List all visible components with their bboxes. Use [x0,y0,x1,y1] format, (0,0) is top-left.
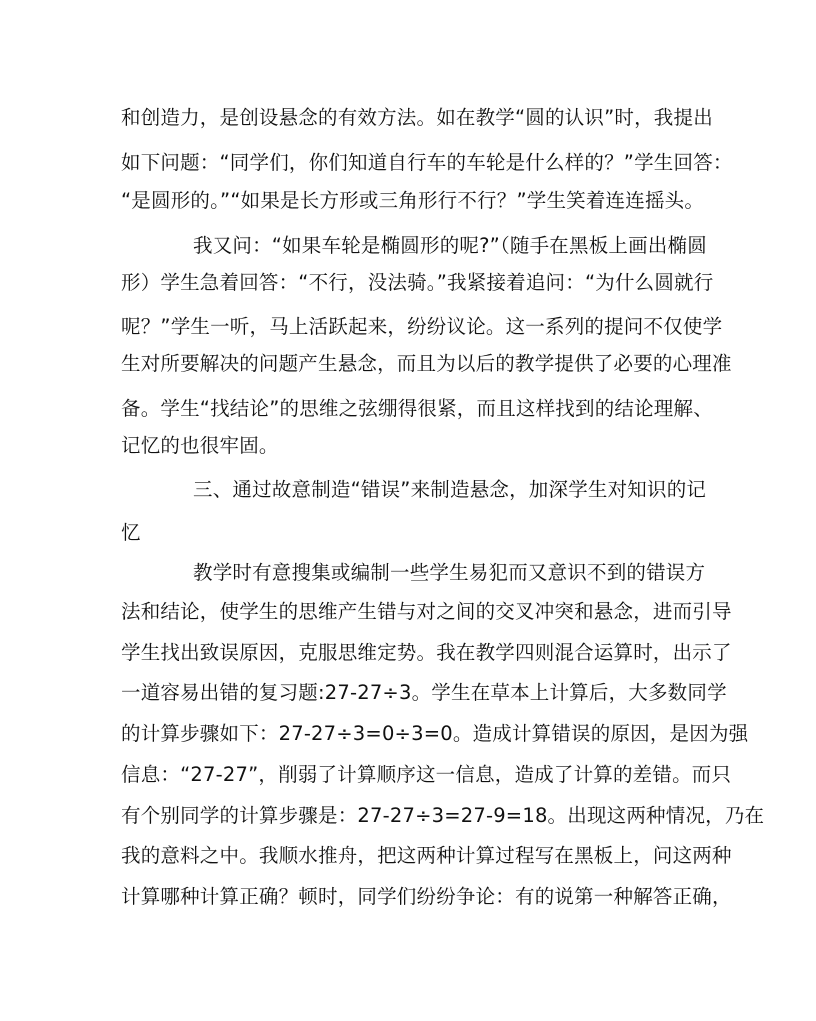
text-line: 法和结论，使学生的思维产生错与对之间的交叉冲突和悬念，进而引导 [121,600,732,623]
text-line: 记忆的也很牢固。 [121,434,279,457]
text-line: 的计算步骤如下：27-27÷3=0÷3=0。造成计算错误的原因，是因为强 [121,722,749,745]
text-line: 如下问题：“同学们，你们知道自行车的车轮是什么样的？”学生回答： [121,151,733,174]
text-line: 有个别同学的计算步骤是：27-27÷3=27-9=18。出现这两种情况，乃在 [121,804,765,827]
text-line: 信息：“27-27”，削弱了计算顺序这一信息，造成了计算的差错。而只 [121,763,732,786]
paragraph-start-line: 教学时有意搜集或编制一些学生易犯而又意识不到的错误方 [193,561,706,584]
text-line: 我的意料之中。我顺水推舟，把这两种计算过程写在黑板上，问这两种 [121,844,732,867]
text-line: 形）学生急着回答：“不行，没法骑。”我紧接着追问：“为什么圆就行 [121,271,714,294]
paragraph-start-line: 我又问：“如果车轮是椭圆形的呢?”（随手在黑板上画出椭圆 [193,234,707,257]
text-line: “是圆形的。”“如果是长方形或三角形行不行？”学生笑着连连摇头。 [121,189,705,212]
text-line: 生对所要解决的问题产生悬念，而且为以后的教学提供了必要的心理准 [121,352,732,375]
text-line: 和创造力，是创设悬念的有效方法。如在教学“圆的认识”时，我提出 [121,106,713,129]
section-heading: 三、通过故意制造“错误”来制造悬念，加深学生对知识的记 [193,478,707,501]
section-heading-continuation: 忆 [121,521,141,544]
text-line: 计算哪种计算正确？顿时，同学们纷纷争论：有的说第一种解答正确， [121,885,732,908]
text-line: 一道容易出错的复习题:27-27÷3。学生在草本上计算后，大多数同学 [121,681,727,704]
text-line: 备。学生“找结论”的思维之弦绷得很紧，而且这样找到的结论理解、 [121,397,713,420]
text-line: 呢？”学生一听，马上活跃起来，纷纷议论。这一系列的提问不仅使学 [121,315,723,338]
text-line: 学生找出致误原因，克服思维定势。我在教学四则混合运算时，出示了 [121,641,732,664]
